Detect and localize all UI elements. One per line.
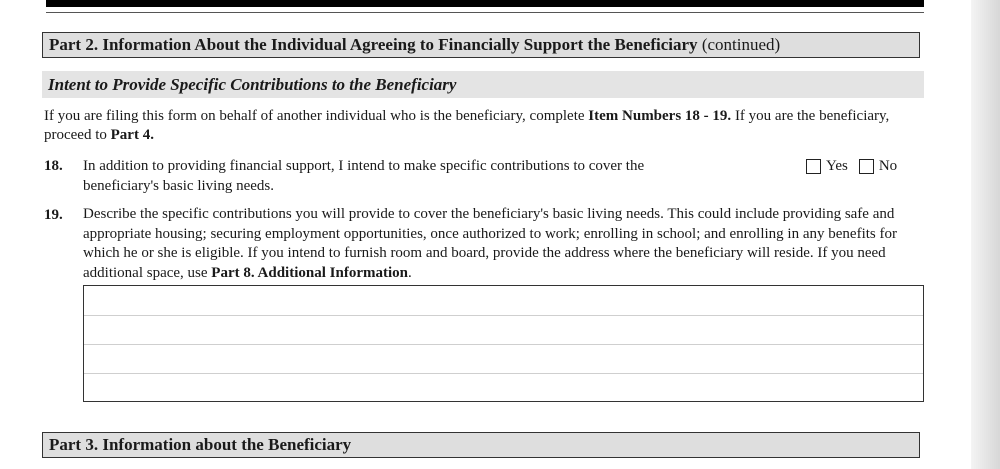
item18-no-checkbox[interactable]	[859, 159, 874, 174]
textarea-line	[84, 344, 923, 345]
item18-yes-no-group	[806, 157, 897, 176]
viewer-background-edge	[971, 0, 1000, 469]
item18-text	[83, 157, 783, 196]
intro-text-2: If you are the beneficiary, proceed to	[44, 108, 890, 143]
item19-end: .	[407, 264, 412, 281]
intro-text-1: If you are filing this form on behalf of another individual who is the beneficiary, complete	[44, 108, 589, 124]
intro-paragraph	[44, 107, 924, 145]
textarea-line	[84, 315, 923, 316]
item18-line2: beneficiary's basic living needs.	[83, 177, 274, 194]
item19-description: Describe the specific contributions you will provide to cover the beneficiary's basic living needs. This could include providing safe and appropriate housing; securing employment opportunities, once authorized to work; enrolling in school; and enrolling in any benefits for which he or she is eligible. If you intend to furnish room and board, provide the address where the beneficiary will reside. If you need additional space, use	[83, 206, 897, 281]
section-title: Intent to Provide Specific Contributions to the Beneficiary	[42, 71, 924, 98]
item19-contributions-textarea[interactable]	[83, 285, 924, 402]
part2-header	[42, 32, 920, 58]
intro-bold-part4: Part 4.	[110, 127, 154, 143]
part2-header-title: Part 2. Information About the Individual Agreeing to Financially Support the Beneficiary	[49, 35, 698, 54]
textarea-line	[84, 373, 923, 374]
part3-header	[42, 432, 920, 458]
item19-text	[83, 205, 924, 283]
item18-yes-label: Yes	[826, 158, 848, 174]
intro-bold-items: Item Numbers 18 - 19.	[588, 108, 732, 124]
top-rule	[46, 12, 924, 13]
item19-number: 19.	[44, 207, 63, 223]
part2-header-continued: (continued)	[697, 35, 781, 54]
item19-bold-part8: Part 8. Additional Information	[211, 264, 408, 281]
item18-number: 18.	[44, 158, 63, 174]
item18-no-label: No	[878, 158, 898, 174]
part3-header-title: Part 3. Information about the Beneficiary	[49, 435, 352, 454]
item18-line1: In addition to providing financial support, I intend to make specific contributions to cover the	[83, 158, 645, 174]
item18-yes-checkbox[interactable]	[806, 159, 821, 174]
top-black-bar	[46, 0, 924, 7]
